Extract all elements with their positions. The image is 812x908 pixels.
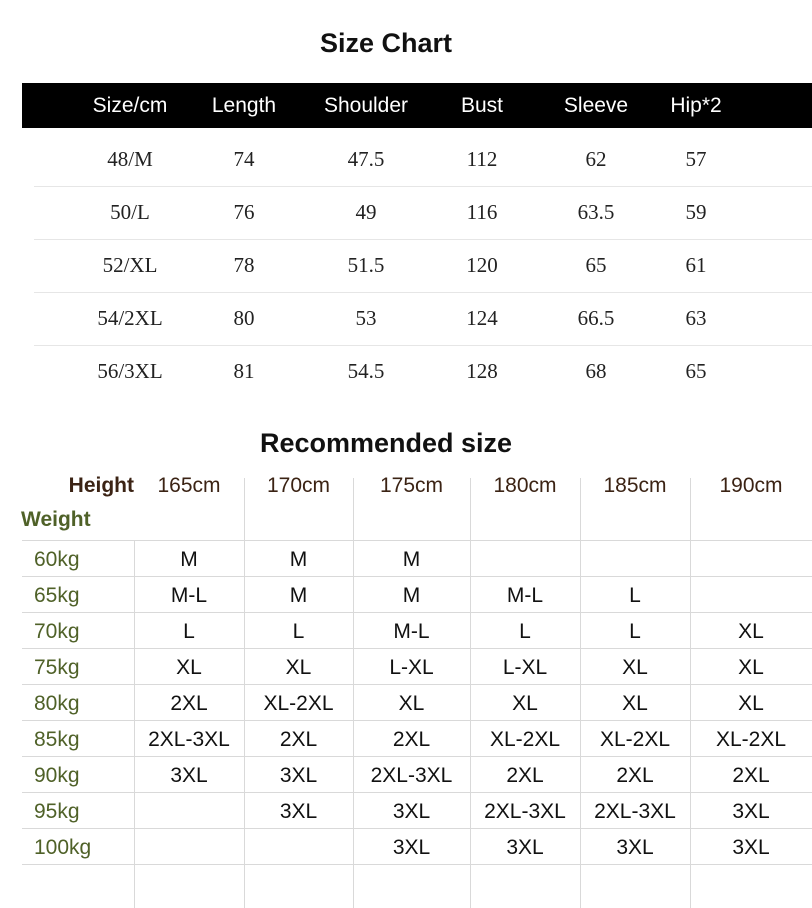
recommended-size-cell: XL: [738, 692, 764, 715]
size-chart-cell-shoulder: 51.5: [347, 253, 385, 277]
size-chart-cell-hip: 63: [685, 306, 707, 330]
recommended-size-cell: XL: [622, 692, 648, 715]
header-size: Size/cm: [92, 94, 168, 117]
recommended-size-cell: XL: [622, 656, 648, 679]
recommended-size-cell: M-L: [393, 620, 430, 643]
weight-label: Weight: [21, 508, 91, 531]
size-chart-cell-length: 76: [233, 200, 255, 224]
recommended-size-cell: L: [292, 620, 305, 643]
size-chart-cell-hip: 57: [685, 147, 707, 171]
size-chart-cell-hip: 61: [685, 253, 707, 277]
recommended-size-cell: XL: [512, 692, 538, 715]
size-chart-cell-sleeve: 63.5: [577, 200, 615, 224]
weight-row-label: 75kg: [34, 656, 80, 679]
size-chart-cell-hip: 59: [685, 200, 707, 224]
header-length: Length: [211, 94, 277, 117]
header-sleeve: Sleeve: [563, 94, 629, 117]
recommended-size-cell: 3XL: [392, 800, 431, 823]
recommended-size-cell: 3XL: [279, 764, 318, 787]
size-chart-cell-sleeve: 62: [585, 147, 607, 171]
size-chart-cell-shoulder: 49: [355, 200, 377, 224]
recommended-size-cell: XL-2XL: [263, 692, 334, 715]
recommended-size-cell: L: [629, 584, 641, 607]
recommended-size-cell: M-L: [170, 584, 208, 607]
recommended-size-cell: [244, 830, 353, 866]
size-chart-cell-size: 48/M: [107, 147, 153, 171]
size-chart-cell-bust: 124: [466, 306, 498, 330]
weight-row-label: 85kg: [34, 728, 80, 751]
recommended-size-cell: 2XL: [170, 692, 208, 715]
size-chart-cell-length: 78: [233, 253, 255, 277]
recommended-size-title: Recommended size: [259, 428, 513, 458]
height-column-header: 165cm: [157, 474, 221, 497]
weight-row-label: 65kg: [34, 584, 80, 607]
recommended-size-cell: XL: [738, 620, 764, 643]
recommended-size-cell: [690, 542, 812, 578]
size-chart-cell-sleeve: 66.5: [577, 306, 615, 330]
header-shoulder: Shoulder: [323, 94, 409, 117]
recommended-size-cell: M: [402, 548, 421, 571]
size-chart-cell-length: 80: [233, 306, 255, 330]
height-label: Height: [68, 474, 134, 497]
size-chart-row: [0, 239, 812, 292]
size-chart-row: [0, 186, 812, 239]
recommended-size-cell: 3XL: [170, 764, 208, 787]
recommended-size-cell: 2XL: [732, 764, 770, 787]
recommended-size-cell: XL: [285, 656, 312, 679]
size-chart-cell-bust: 116: [466, 200, 498, 224]
size-chart-cell-bust: 128: [466, 359, 498, 383]
recommended-size-cell: XL-2XL: [599, 728, 671, 751]
height-column-header: 175cm: [379, 474, 444, 497]
recommended-size-cell: XL-2XL: [489, 728, 561, 751]
recommended-size-cell: 2XL-3XL: [594, 800, 676, 823]
size-chart-cell-sleeve: 68: [585, 359, 607, 383]
recommended-size-cell: XL: [176, 656, 202, 679]
size-chart-row: [0, 133, 812, 186]
size-chart-cell-bust: 112: [466, 147, 498, 171]
recommended-size-cell: 3XL: [392, 836, 431, 859]
size-chart-cell-bust: 120: [466, 253, 498, 277]
size-chart-cell-sleeve: 65: [585, 253, 607, 277]
size-chart-row: [0, 345, 812, 398]
header-bust: Bust: [460, 94, 504, 117]
recommended-size-cell: XL-2XL: [715, 728, 787, 751]
header-hip: Hip*2: [670, 94, 722, 117]
recommended-size-cell: L-XL: [389, 656, 434, 679]
size-chart-cell-hip: 65: [685, 359, 707, 383]
size-chart-cell-length: 74: [233, 147, 255, 171]
height-column-header: 170cm: [266, 474, 331, 497]
height-column-header: 190cm: [719, 474, 783, 497]
recommended-size-cell: [470, 542, 580, 578]
recommended-size-cell: 2XL-3XL: [370, 764, 453, 787]
size-chart-cell-size: 56/3XL: [97, 359, 163, 383]
size-chart-row: [0, 292, 812, 345]
size-chart-cell-size: 54/2XL: [97, 306, 163, 330]
size-chart-title: Size Chart: [319, 28, 453, 58]
height-column-header: 180cm: [493, 474, 557, 497]
weight-row-label: 95kg: [34, 800, 80, 823]
recommended-size-cell: 3XL: [506, 836, 544, 859]
recommended-size-cell: L-XL: [502, 656, 548, 679]
recommended-size-cell: [134, 794, 244, 830]
recommended-size-cell: 3XL: [279, 800, 318, 823]
recommended-size-cell: 2XL: [279, 728, 318, 751]
recommended-size-cell: L: [519, 620, 531, 643]
size-chart-cell-size: 50/L: [110, 200, 150, 224]
grid-row-divider: [22, 540, 812, 541]
weight-row-label: 90kg: [34, 764, 80, 787]
height-column-header: 185cm: [603, 474, 667, 497]
size-chart-header: [22, 83, 812, 128]
recommended-size-cell: [134, 830, 244, 866]
recommended-size-cell: L: [183, 620, 195, 643]
recommended-size-cell: 3XL: [732, 800, 770, 823]
recommended-size-cell: M: [289, 548, 308, 571]
recommended-size-cell: [690, 578, 812, 614]
size-chart-cell-size: 52/XL: [102, 253, 158, 277]
weight-row-label: 70kg: [34, 620, 80, 643]
weight-row-label: 80kg: [34, 692, 80, 715]
recommended-size-cell: 3XL: [616, 836, 654, 859]
recommended-size-cell: M: [289, 584, 308, 607]
weight-row-label: 60kg: [34, 548, 80, 571]
size-chart-cell-shoulder: 47.5: [347, 147, 385, 171]
recommended-size-cell: 2XL: [506, 764, 544, 787]
recommended-size-cell: [580, 542, 690, 578]
recommended-size-cell: 2XL-3XL: [148, 728, 230, 751]
size-chart-cell-length: 81: [233, 359, 255, 383]
weight-row-label: 100kg: [34, 836, 92, 859]
recommended-size-cell: M-L: [506, 584, 544, 607]
recommended-size-cell: M: [180, 548, 198, 571]
recommended-size-cell: XL: [738, 656, 764, 679]
recommended-size-cell: XL: [398, 692, 425, 715]
recommended-size-cell: M: [402, 584, 421, 607]
recommended-size-cell: 3XL: [732, 836, 770, 859]
recommended-size-cell: 2XL-3XL: [484, 800, 566, 823]
recommended-size-cell: 2XL: [392, 728, 431, 751]
recommended-size-cell: 2XL: [616, 764, 654, 787]
recommended-size-cell: L: [629, 620, 641, 643]
size-chart-cell-shoulder: 53: [355, 306, 377, 330]
size-chart-cell-shoulder: 54.5: [347, 359, 385, 383]
